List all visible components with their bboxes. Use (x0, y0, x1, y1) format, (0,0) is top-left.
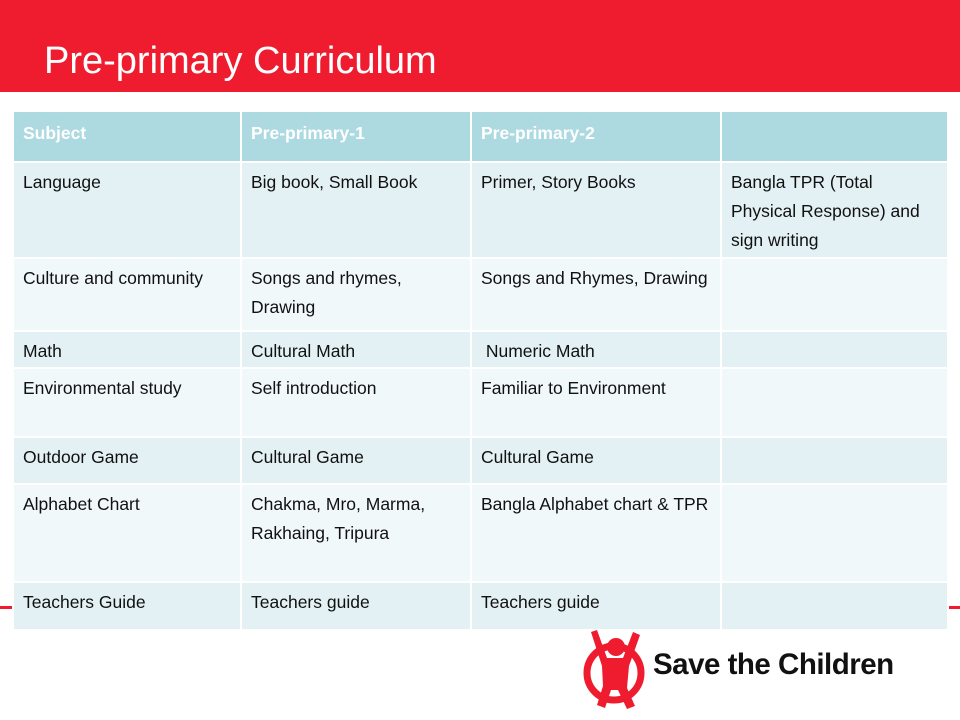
table-cell (721, 368, 948, 437)
table-cell (721, 258, 948, 331)
table-cell: Numeric Math (471, 331, 721, 368)
header-cell-extra (721, 111, 948, 162)
table-cell: Cultural Math (241, 331, 471, 368)
table-cell (721, 582, 948, 630)
accent-line-left (0, 606, 12, 609)
table-cell: Language (13, 162, 241, 258)
table-cell: Bangla Alphabet chart & TPR (471, 484, 721, 582)
table-cell: Familiar to Environment (471, 368, 721, 437)
table-cell: Big book, Small Book (241, 162, 471, 258)
table-cell (721, 331, 948, 368)
table-cell: Cultural Game (471, 437, 721, 484)
header-cell-pre-primary-2: Pre-primary-2 (471, 111, 721, 162)
curriculum-table (12, 110, 949, 631)
header-cell-subject: Subject (13, 111, 241, 162)
table-cell: Primer, Story Books (471, 162, 721, 258)
logo-text: Save the Children (653, 648, 894, 681)
table-cell: Cultural Game (241, 437, 471, 484)
child-raising-arms-icon (583, 628, 647, 712)
table-cell (721, 484, 948, 582)
table-row (13, 162, 948, 258)
table-row (13, 368, 948, 437)
table-row (13, 582, 948, 630)
table-cell (721, 437, 948, 484)
table-cell: Chakma, Mro, Marma, Rakhaing, Tripura (241, 484, 471, 582)
table-row (13, 331, 948, 368)
table-row (13, 437, 948, 484)
save-the-children-logo (583, 628, 923, 714)
header-cell-pre-primary-1: Pre-primary-1 (241, 111, 471, 162)
table-cell: Teachers Guide (13, 582, 241, 630)
table-cell: Math (13, 331, 241, 368)
slide-title: Pre-primary Curriculum (44, 40, 437, 82)
table-cell: Teachers guide (471, 582, 721, 630)
table-cell: Environmental study (13, 368, 241, 437)
table-row (13, 258, 948, 331)
title-bar (0, 0, 960, 92)
table-cell: Alphabet Chart (13, 484, 241, 582)
table-cell: Outdoor Game (13, 437, 241, 484)
table-cell: Bangla TPR (Total Physical Response) and sign writing (721, 162, 948, 258)
table-cell: Teachers guide (241, 582, 471, 630)
table-cell: Self introduction (241, 368, 471, 437)
table-row (13, 484, 948, 582)
table-cell: Songs and rhymes, Drawing (241, 258, 471, 331)
table-cell: Culture and community (13, 258, 241, 331)
table-header-row (13, 111, 948, 162)
table-cell: Songs and Rhymes, Drawing (471, 258, 721, 331)
